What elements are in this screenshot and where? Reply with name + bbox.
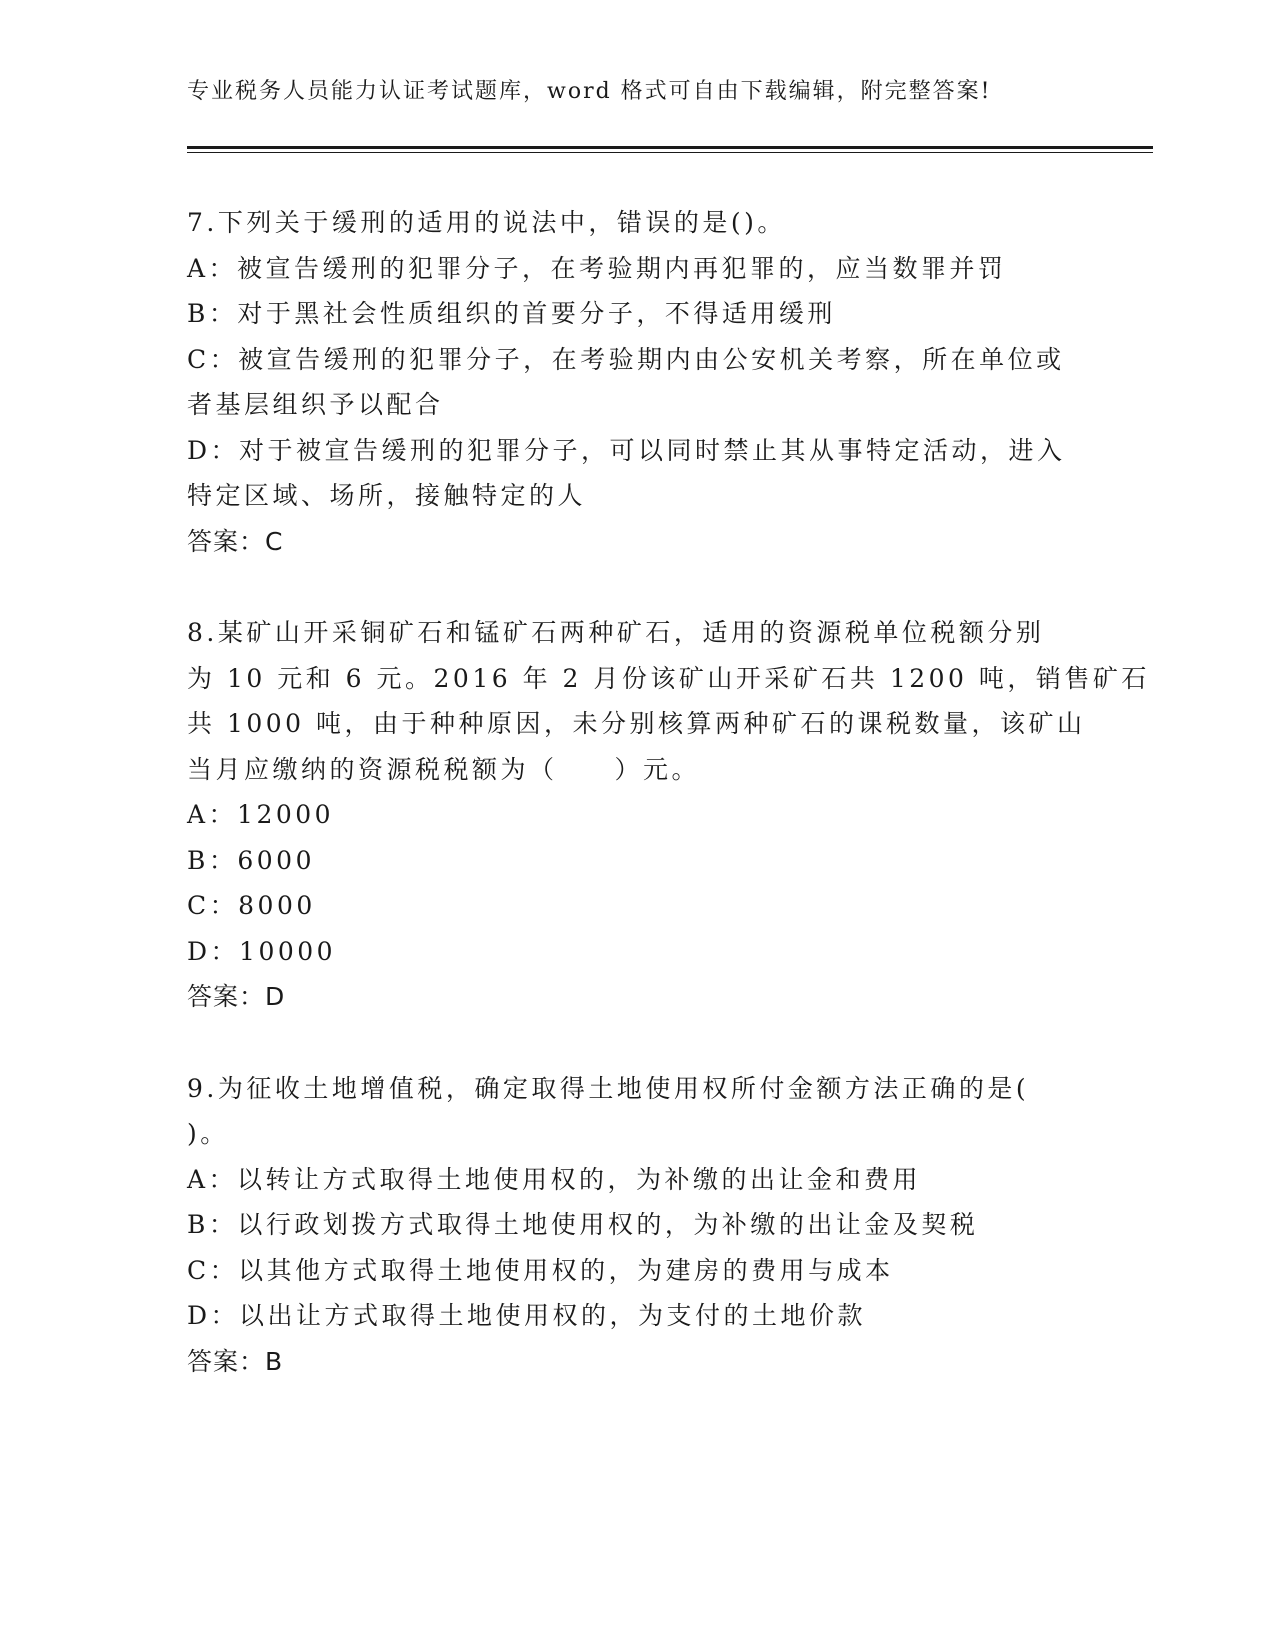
option-d: D：以出让方式取得土地使用权的，为支付的土地价款	[187, 1301, 867, 1330]
option-c: C：被宣告缓刑的犯罪分子，在考验期内由公安机关考察，所在单位或	[187, 344, 1065, 374]
question-7	[187, 200, 1067, 564]
question-stem-line-4: 当月应缴纳的资源税税额为（ ）元。	[187, 754, 701, 784]
option-a: A：12000	[187, 800, 335, 829]
option-d: D：10000	[187, 936, 337, 966]
header-rule-thick	[187, 146, 1153, 149]
answer: 答案：B	[187, 1346, 284, 1376]
option-c: C：以其他方式取得土地使用权的，为建房的费用与成本	[187, 1255, 894, 1285]
question-stem: 7.下列关于缓刑的适用的说法中，错误的是()。	[187, 208, 786, 237]
header-rule-thin	[187, 152, 1153, 153]
option-d-continued: 特定区域、场所，接触特定的人	[187, 481, 587, 510]
question-stem-line-2: 为 10 元和 6 元。2016 年 2 月份该矿山开采矿石共 1200 吨，销售矿石	[187, 663, 1150, 693]
option-c: C：8000	[187, 891, 316, 920]
option-a: A：以转让方式取得土地使用权的，为补缴的出让金和费用	[187, 1164, 922, 1194]
page-header: 专业税务人员能力认证考试题库，word 格式可自由下载编辑，附完整答案!	[187, 79, 992, 104]
question-stem-line-2: )。	[187, 1119, 229, 1148]
question-stem-line-3: 共 1000 吨，由于种种原因，未分别核算两种矿石的课税数量，该矿山	[187, 709, 1086, 738]
answer: 答案：D	[187, 982, 286, 1011]
option-c-continued: 者基层组织予以配合	[187, 390, 444, 419]
question-9	[187, 1066, 1067, 1385]
question-stem: 9.为征收土地增值税，确定取得土地使用权所付金额方法正确的是(	[187, 1073, 1030, 1103]
question-stem: 8.某矿山开采铜矿石和锰矿石两种矿石，适用的资源税单位税额分别	[187, 618, 1045, 647]
option-b: B：以行政划拨方式取得土地使用权的，为补缴的出让金及契税	[187, 1210, 979, 1239]
option-a: A：被宣告缓刑的犯罪分子，在考验期内再犯罪的，应当数罪并罚	[187, 253, 1007, 283]
question-list	[187, 200, 1150, 1430]
option-b: B：对于黑社会性质组织的首要分子，不得适用缓刑	[187, 299, 836, 328]
option-b: B：6000	[187, 845, 315, 875]
question-8	[187, 610, 1150, 1020]
option-d: D：对于被宣告缓刑的犯罪分子，可以同时禁止其从事特定活动，进入	[187, 435, 1066, 465]
answer: 答案：C	[187, 526, 284, 556]
